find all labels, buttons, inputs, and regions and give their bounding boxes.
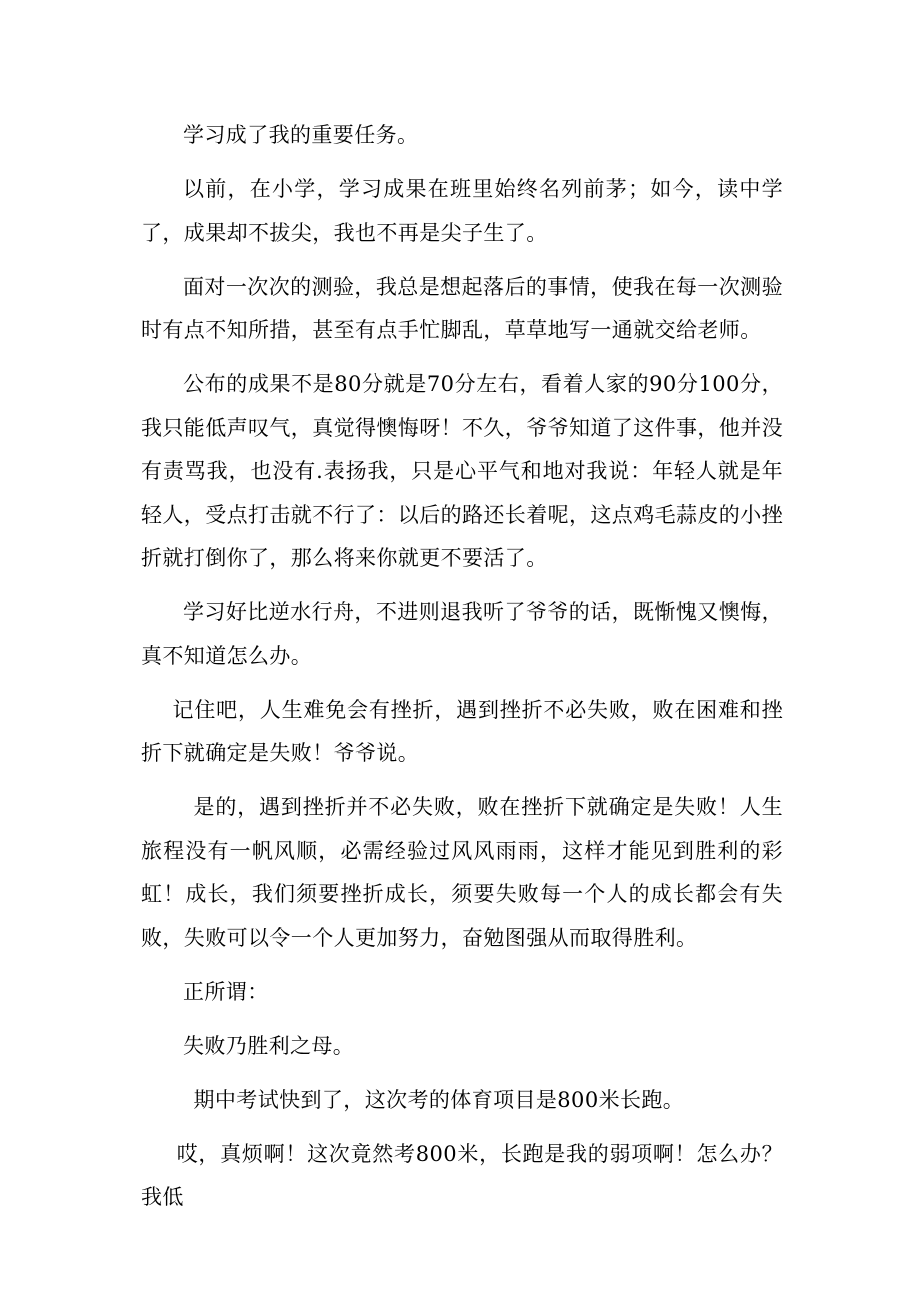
body-text [141,114,783,1230]
paragraph-9: 失败乃胜利之母。 [183,1033,355,1058]
paragraph-7: 是的，遇到挫折并不必失败，败在挫折下就确定是失败！人生旅程没有一帆风顺，必需经验过风风雨雨，这样才能见到胜利的彩虹！成长，我们须要挫折成长，须要失败每一个人的成长都会有失败，失败可以令一个人更加努力，奋勉图强从而取得胜利。 [141,795,783,950]
paragraph-2: 以前，在小学，学习成果在班里始终名列前茅；如今，读中学了，成果却不拔尖，我也不再是尖子生了。 [141,177,783,245]
paragraph-10: 期中考试快到了，这次考的体育项目是800米长跑。 [193,1087,685,1112]
paragraph-3: 面对一次次的测验，我总是想起落后的事情，使我在每一次测验时有点不知所措，甚至有点手忙脚乱，草草地写一通就交给老师。 [141,274,783,342]
paragraph-6: 记住吧，人生难免会有挫折，遇到挫折不必失败，败在困难和挫折下就确定是失败！爷爷说。 [141,697,783,765]
paragraph-8: 正所谓： [183,979,269,1004]
paragraph-11: 哎，真烦啊！这次竟然考800米，长跑是我的弱项啊！怎么办？我低 [141,1141,783,1209]
paragraph-4: 公布的成果不是80分就是70分左右，看着人家的90分100分，我只能低声叹气，真觉得懊悔呀！不久，爷爷知道了这件事，他并没有责骂我，也没有.表扬我，只是心平气和地对我说：年轻人就是年轻人，受点打击就不行了：以后的路还长着呢，这点鸡毛蒜皮的小挫折就打倒你了，那么将来你就更不要活了。 [141,372,783,570]
paragraph-1: 学习成了我的重要任务。 [183,123,419,147]
paragraph-5: 学习好比逆水行舟，不进则退我听了爷爷的话，既惭愧又懊悔，真不知道怎么办。 [141,600,783,668]
